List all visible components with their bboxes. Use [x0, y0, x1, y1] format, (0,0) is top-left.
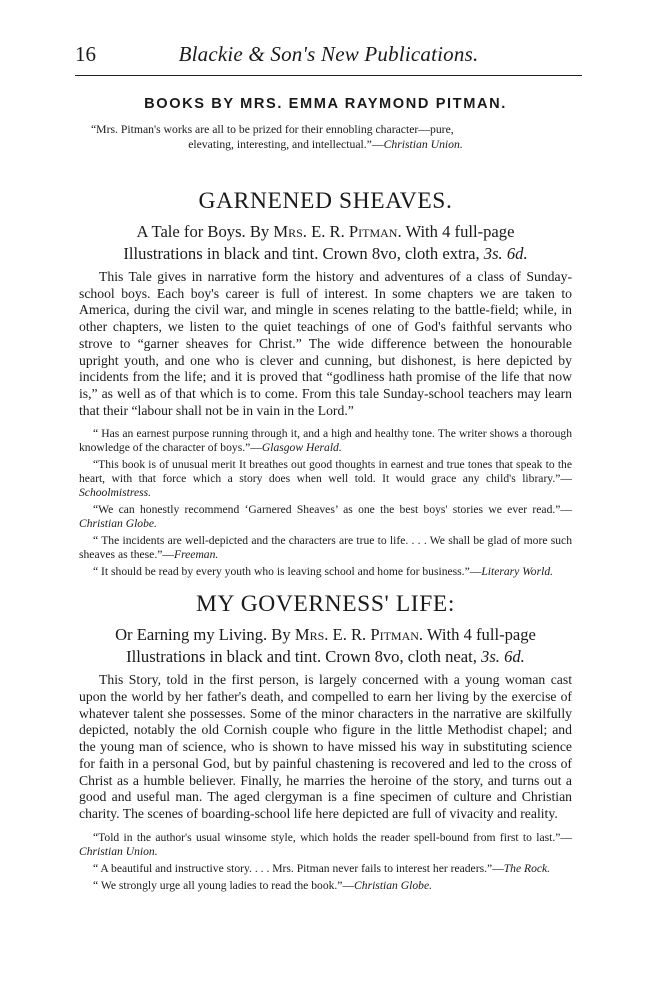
- desc-text: A Tale for Boys. By: [136, 222, 274, 241]
- review-quote: [79, 534, 572, 562]
- book-title-garnered-sheaves: GARNENED SHEAVES.: [198, 188, 453, 214]
- review-text: “ A beautiful and instructive story. . . . Mrs. Pitman never fails to interest her readers.”—: [93, 861, 504, 875]
- review-quote: [79, 879, 572, 893]
- book-synopsis: This Tale gives in narrative form the history and adventures of a class of Sunday-school boys. Each boy's career is full of interest. In some chapters we are taken to America, during the civil war, and mingle in scenes relating to the battle-field; while, in other chapters, we listen to the quiet teachings of one of God's faithful servants who strove to “garner sheaves for Christ.” The wide difference between the honourable upright youth, and one who is clever and cunning, but dishonest, is here depicted by incidents from the life; and it is proved that “godliness hath promise of the life that now is,” as well as of that which is to come. From this tale Sunday-school teachers may learn that their “labour shall not be in vain in the Lord.”: [79, 269, 572, 418]
- review-quote: [79, 458, 572, 500]
- running-header: [75, 38, 582, 72]
- review-text: “Told in the author's usual winsome style, which holds the reader spell-bound from first to last.”—: [93, 830, 572, 844]
- author-quote-source: Christian Union.: [383, 138, 463, 151]
- review-source: Christian Globe.: [354, 878, 432, 892]
- review-quote: [79, 565, 572, 579]
- desc-author: Mrs. E. R. Pitman.: [294, 625, 424, 645]
- review-text: “ The incidents are well-depicted and the characters are true to life. . . . We shall be glad of more such sheaves as these.”—: [79, 534, 572, 562]
- review-source: Freeman.: [173, 548, 219, 562]
- page-body: [79, 96, 572, 896]
- review-source: Schoolmistress.: [79, 486, 152, 500]
- review-source: Christian Globe.: [79, 517, 157, 531]
- review-text: “ We strongly urge all young ladies to read the book.”—: [93, 878, 355, 892]
- desc-author: Mrs. E. R. Pitman.: [273, 222, 402, 241]
- review-quote: [79, 862, 572, 876]
- desc-price: 3s. 6d.: [483, 244, 528, 263]
- review-text: “We can honestly recommend ‘Garnered Sheaves’ as one the best boys' stories we ever read.”—: [93, 503, 572, 517]
- author-heading: BOOKS BY MRS. EMMA RAYMOND PITMAN.: [144, 96, 507, 112]
- book-synopsis: This Story, told in the first person, is largely concerned with a young woman cast upon the world by her father's death, and compelled to earn her living by the exercise of whatever talent she possesses. Some of the minor characters in the narrative are skilfully depicted, notably the old Cornish couple who figure in the little Methodist chapel; and the young man of science, who is shown to have missed his way in substituting science for faith in a personal God, but by painful chastening is recovered and led to the cross of Christ as a humble believer. Finally, he marries the heroine of the story, and turns out a good and useful man. The aged clergyman is a fine specimen of culture and Christian charity. The scenes of boarding-school life here depicted are full of vivacity and reality.: [79, 672, 572, 821]
- book-title-my-governess-life: MY GOVERNESS' LIFE:: [196, 591, 455, 618]
- review-quote: [79, 427, 572, 455]
- book-description: [79, 624, 572, 668]
- review-source: The Rock.: [503, 861, 551, 875]
- desc-text: Illustrations in black and tint. Crown 8vo, cloth neat,: [126, 647, 482, 667]
- review-quote: [79, 503, 572, 531]
- desc-text: Illustrations in black and tint. Crown 8vo, cloth extra,: [123, 244, 484, 263]
- review-text: “ It should be read by every youth who is leaving school and home for business.”—: [93, 565, 482, 579]
- desc-text: With 4 full-page: [423, 625, 536, 645]
- review-quote: [79, 831, 572, 859]
- book-description: [79, 221, 572, 265]
- author-quote-line1: “Mrs. Pitman's works are all to be prized for their ennobling character—pure,: [91, 123, 454, 136]
- author-quote: [87, 122, 564, 152]
- desc-price: 3s. 6d.: [481, 647, 525, 667]
- author-quote-line2: elevating, interesting, and intellectual.”—: [188, 138, 384, 151]
- review-source: Literary World.: [481, 565, 554, 579]
- review-text: “This book is of unusual merit It breathes out good thoughts in earnest and true tones that speak to the heart, with that force which a story does when well told. It would grace any child's library.”—: [79, 458, 572, 486]
- review-text: “ Has an earnest purpose running through it, and a high and healthy tone. The writer shows a thorough knowledge of the character of boys.”—: [79, 427, 572, 455]
- running-title: Blackie & Son's New Publications.: [178, 42, 479, 66]
- page-number: 16: [75, 42, 96, 66]
- desc-text: Or Earning my Living. By: [115, 625, 295, 645]
- desc-text: With 4 full-page: [401, 222, 515, 241]
- review-source: Christian Union.: [79, 844, 158, 858]
- header-rule: [75, 75, 582, 76]
- review-source: Glasgow Herald.: [261, 441, 342, 455]
